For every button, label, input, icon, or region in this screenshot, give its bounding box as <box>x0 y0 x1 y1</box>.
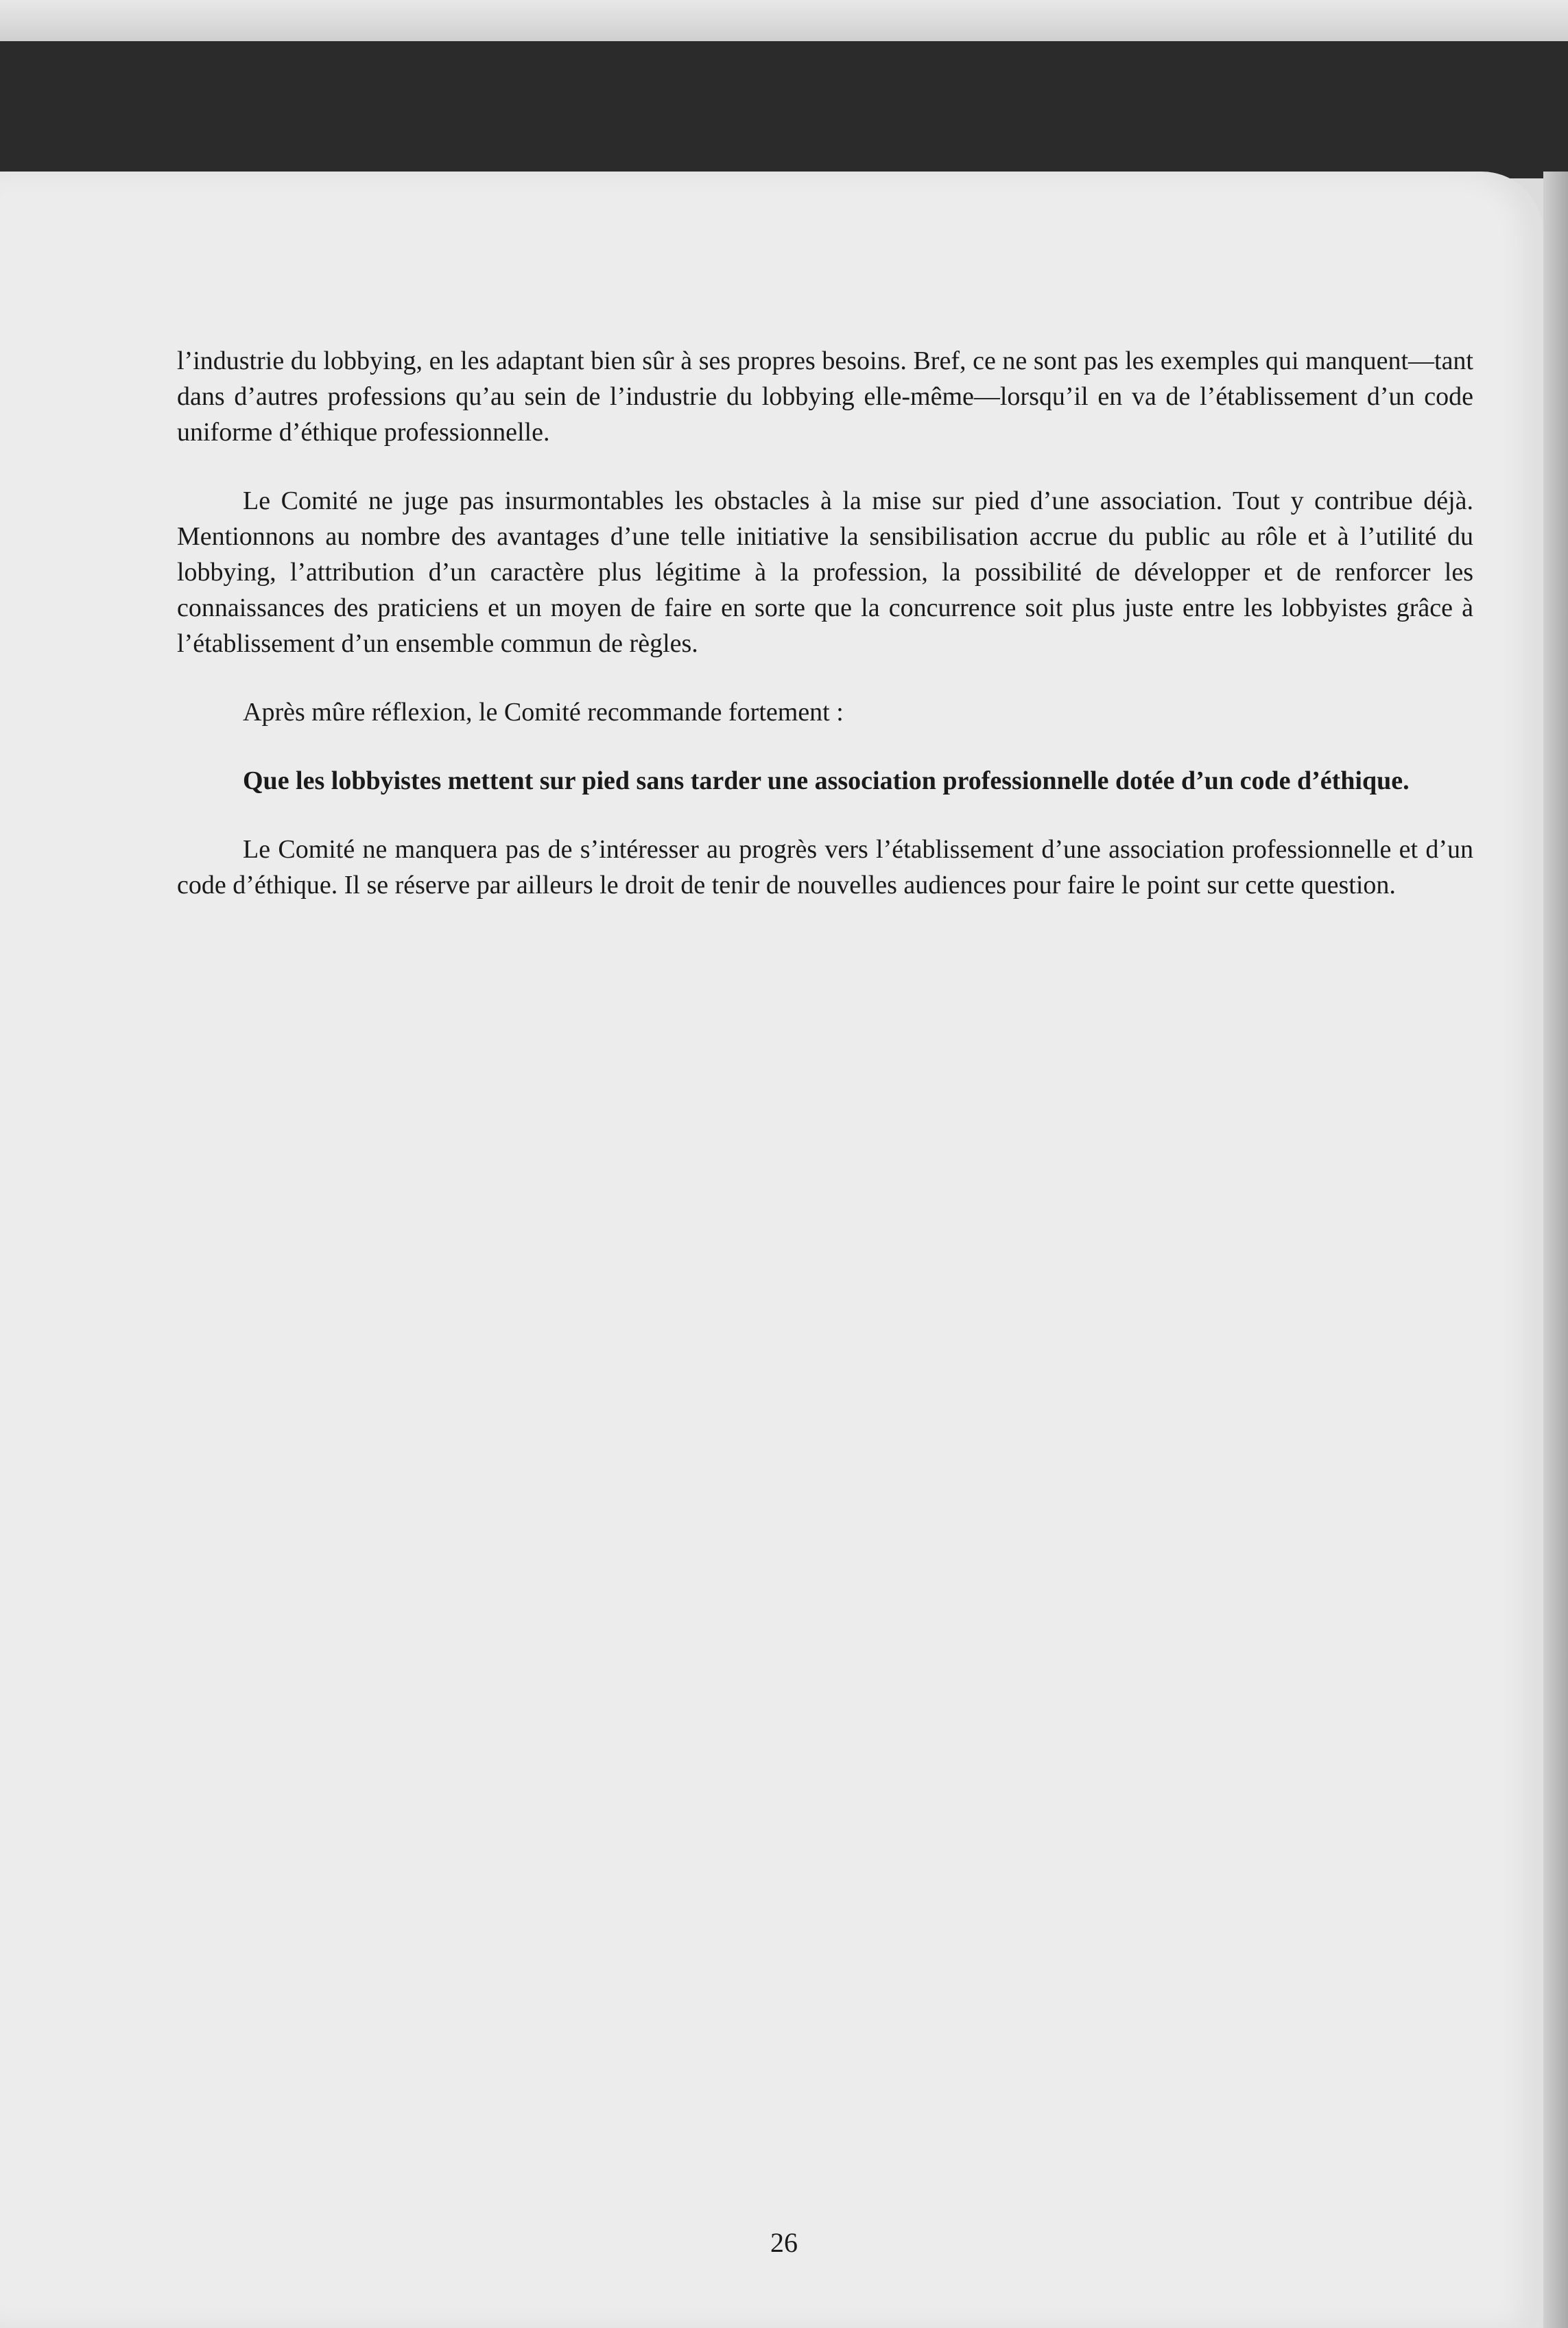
page-edge <box>1543 172 1568 2328</box>
paragraph-follow-up: Le Comité ne manquera pas de s’intéresser au progrès vers l’établissement d’une association professionnelle et d’un code d’éthique. Il se réserve par ailleurs le droit de tenir de nouvelles audiences pour faire le point sur cette question. <box>177 835 1473 900</box>
page-number: 26 <box>770 2227 798 2258</box>
recommendation-bold: Que les lobbyistes mettent sur pied sans tarder une association professionnelle dotée d’un code d’éthique. <box>243 766 1410 795</box>
paragraph-obstacles: Le Comité ne juge pas insurmontables les obstacles à la mise sur pied d’une association. Tout y contribue déjà. Mentionnons au nombre des avantages d’une telle initiative la sensibilisation accrue du public au rôle et à l’utilité du lobbying, l’attribution d’un caractère plus légitime à la profession, la possibilité de développer et de renforcer les connaissances des praticiens et un moyen de faire en sorte que la concurrence soit plus juste entre les lobbyistes grâce à l’établissement d’un ensemble commun de règles. <box>177 486 1473 658</box>
scan-top-strip <box>0 0 1568 41</box>
paragraph-continuation: l’industrie du lobbying, en les adaptant bien sûr à ses propres besoins. Bref, ce ne sont pas les exemples qui manquent—tant dans d’autres professions qu’au sein de l’industrie du lobbying elle-même—lorsqu’il en va de l’établissement d’un code uniforme d’éthique professionnelle. <box>177 346 1473 447</box>
paragraph-recommendation-intro: Après mûre réflexion, le Comité recommande fortement : <box>243 698 844 727</box>
scan-dark-band <box>0 41 1568 178</box>
body-text <box>177 343 1473 936</box>
